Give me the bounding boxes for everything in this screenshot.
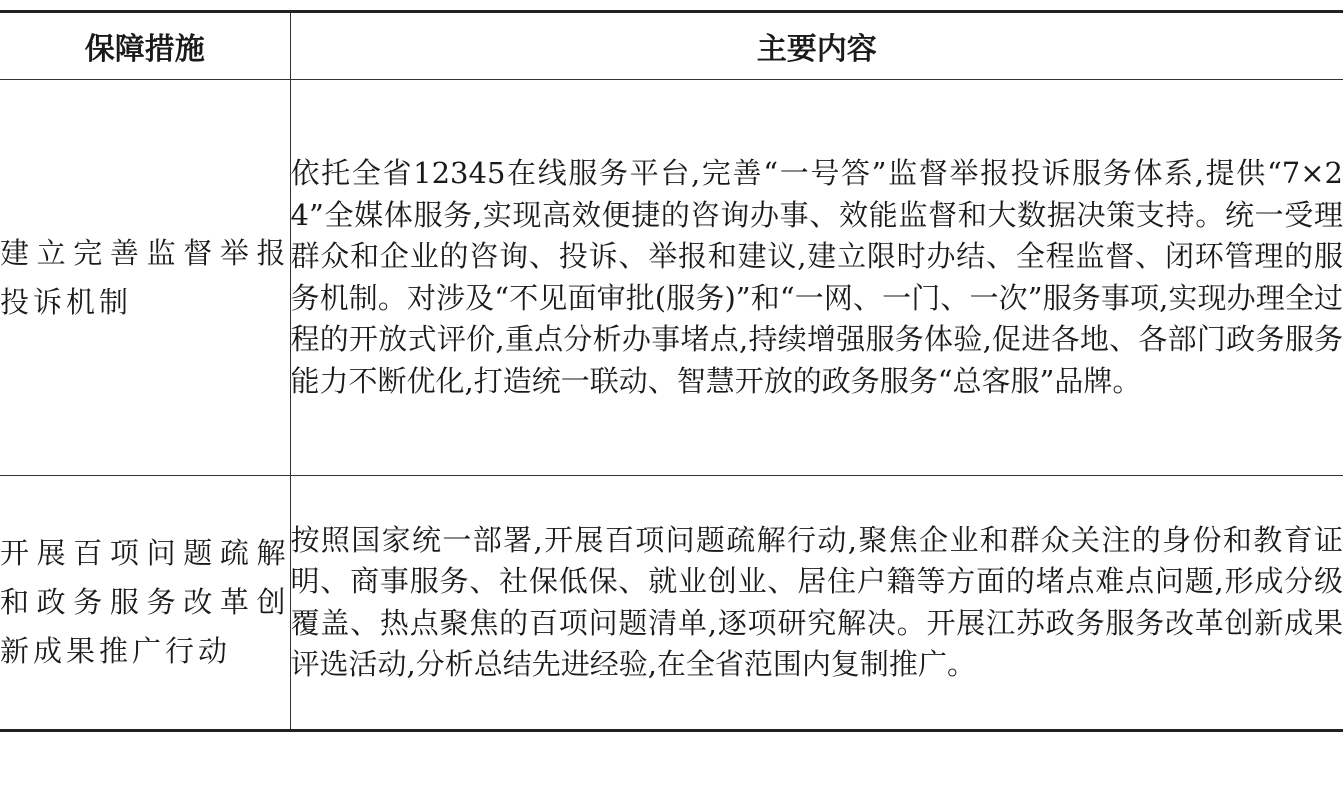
measure-cell: 开展百项问题疏解和政务服务改革创新成果推广行动 bbox=[0, 476, 290, 731]
measure-cell: 建立完善监督举报投诉机制 bbox=[0, 80, 290, 476]
table-row bbox=[0, 80, 1343, 476]
measures-table bbox=[0, 10, 1343, 732]
header-measures: 保障措施 bbox=[0, 12, 290, 80]
content-cell: 依托全省12345在线服务平台,完善“一号答”监督举报投诉服务体系,提供“7×24”全媒体服务,实现高效便捷的咨询办事、效能监督和大数据决策支持。统一受理群众和企业的咨询、投诉、举报和建议,建立限时办结、全程监督、闭环管理的服务机制。对涉及“不见面审批(服务)”和“一网、一门、一次”服务事项,实现办理全过程的开放式评价,重点分析办事堵点,持续增强服务体验,促进各地、各部门政务服务能力不断优化,打造统一联动、智慧开放的政务服务“总客服”品牌。 bbox=[290, 80, 1343, 476]
table-row bbox=[0, 476, 1343, 731]
header-row bbox=[0, 12, 1343, 80]
content-cell: 按照国家统一部署,开展百项问题疏解行动,聚焦企业和群众关注的身份和教育证明、商事服务、社保低保、就业创业、居住户籍等方面的堵点难点问题,形成分级覆盖、热点聚焦的百项问题清单,逐项研究解决。开展江苏政务服务改革创新成果评选活动,分析总结先进经验,在全省范围内复制推广。 bbox=[290, 476, 1343, 731]
header-content: 主要内容 bbox=[290, 12, 1343, 80]
